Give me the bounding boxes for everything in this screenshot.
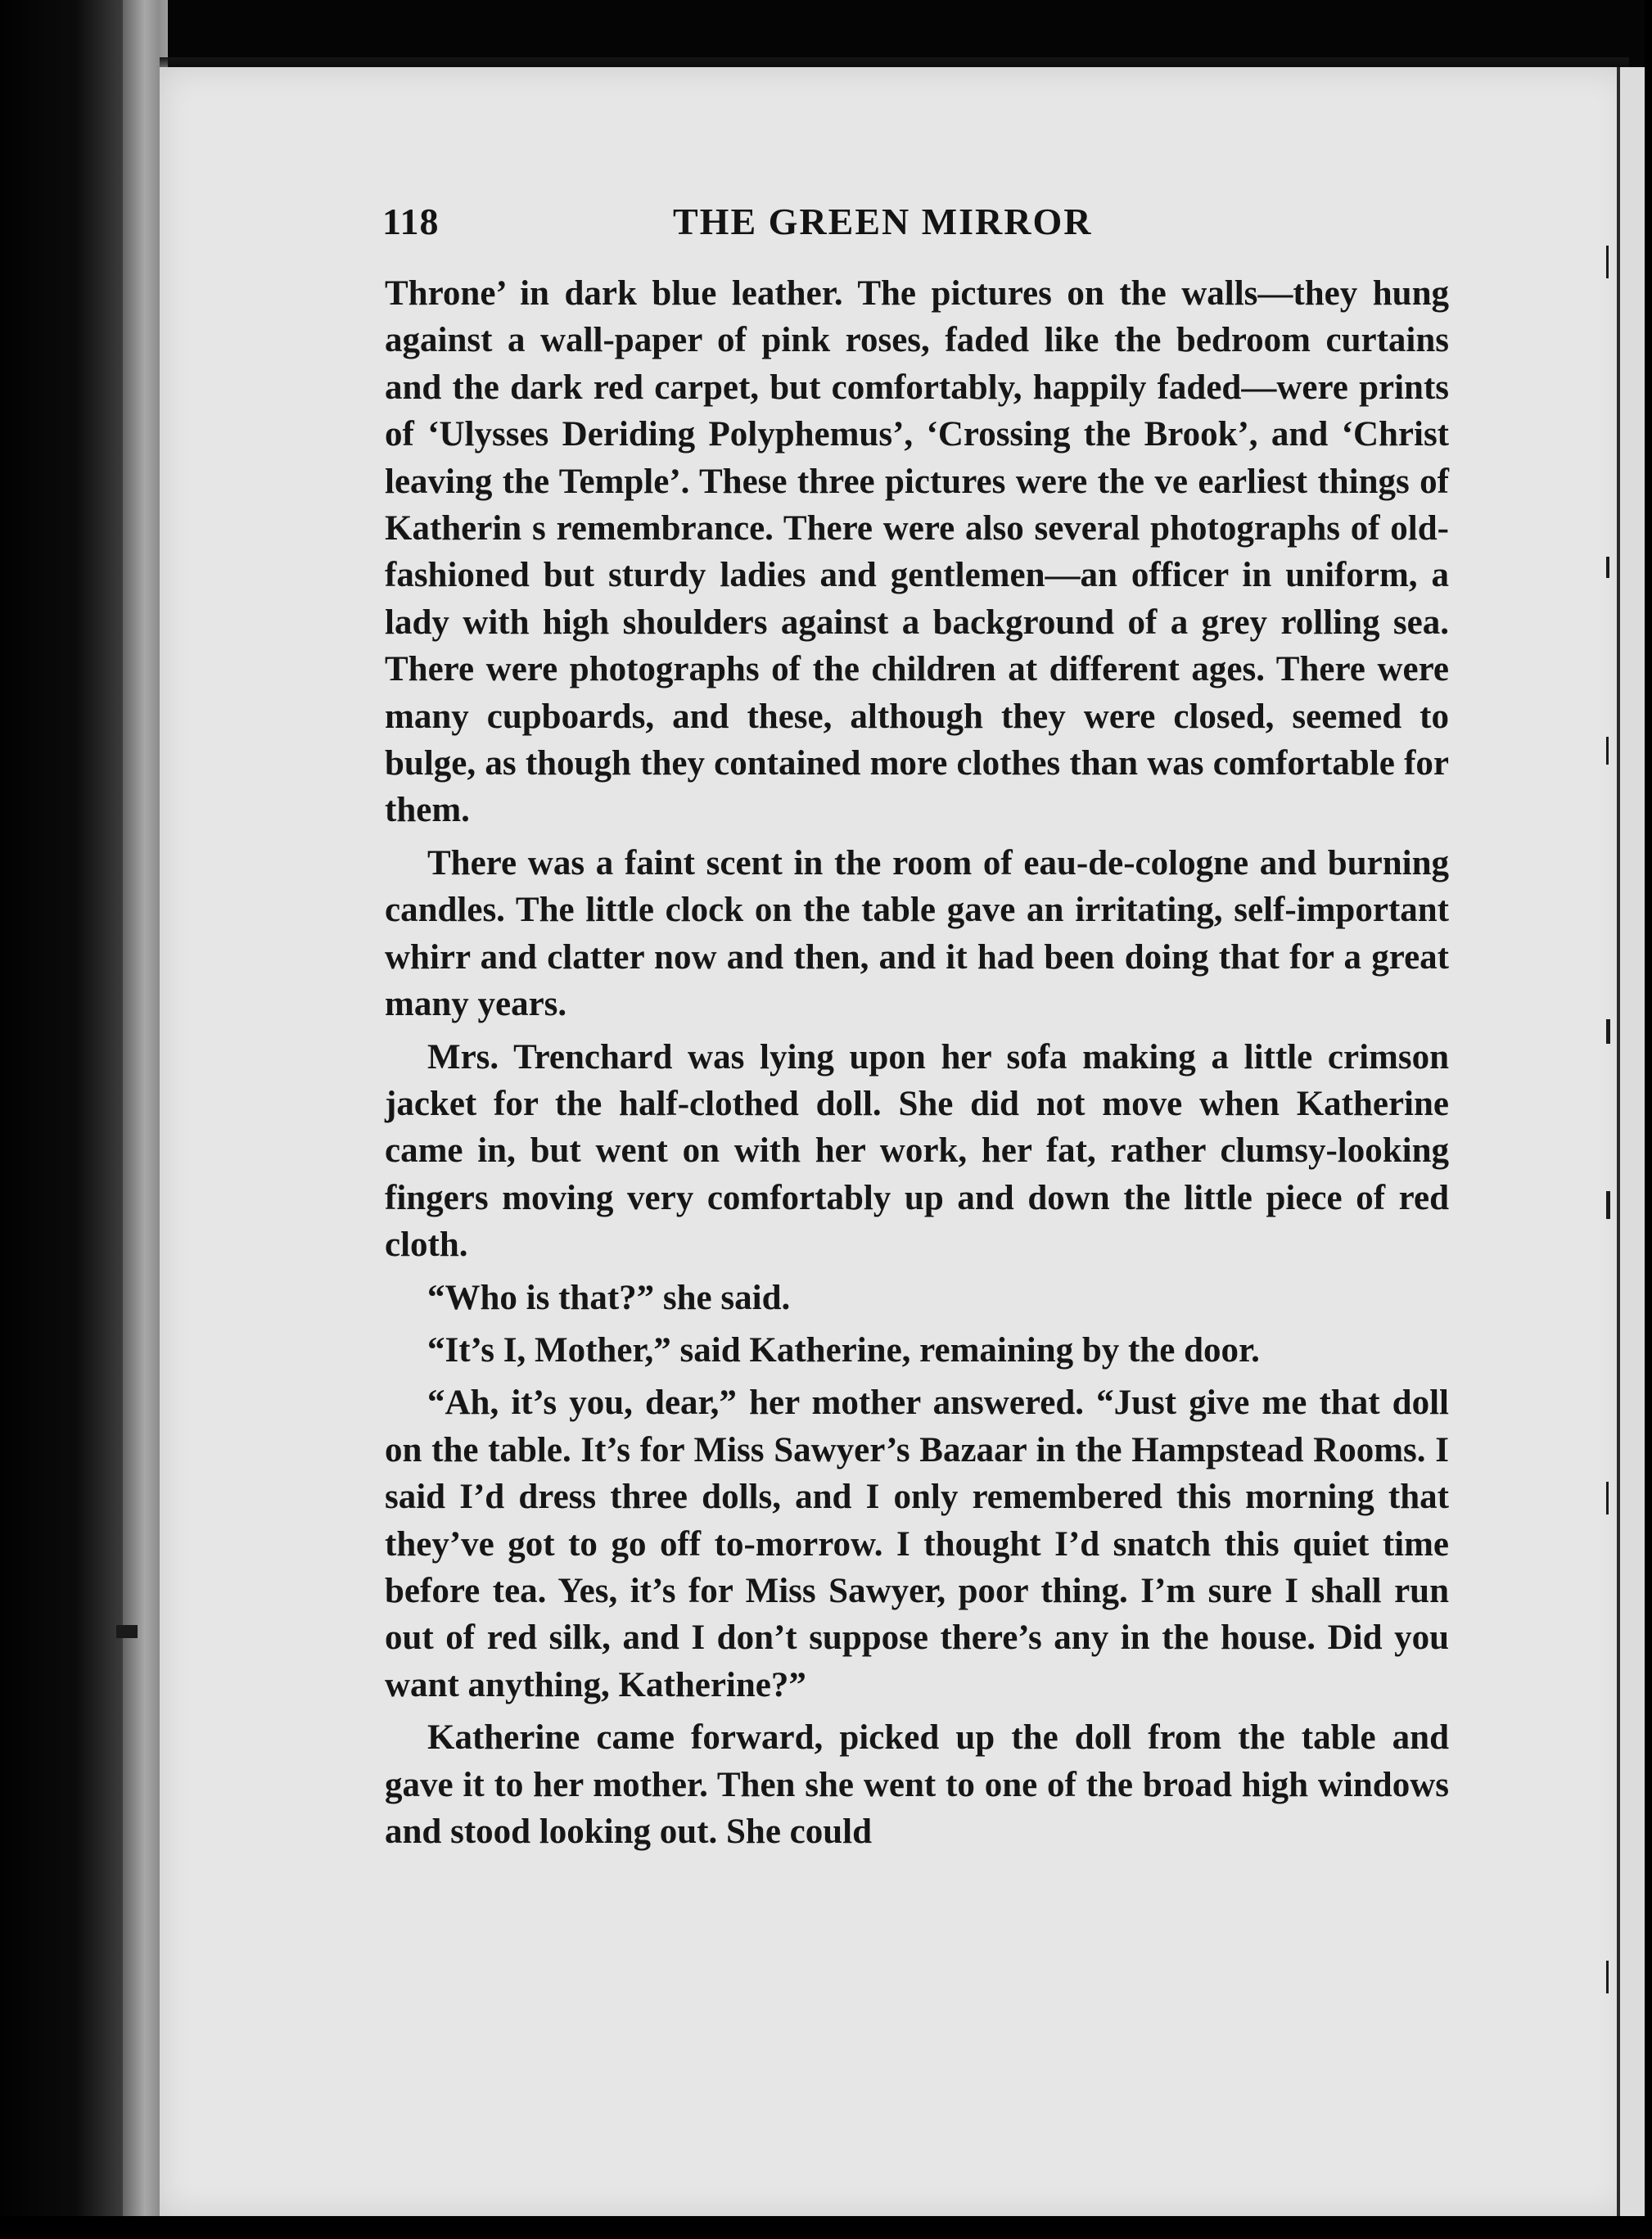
- bottom-border: [0, 2216, 1652, 2239]
- book-spine-shadow: [0, 0, 168, 2239]
- paragraph: Katherine came forward, picked up the doll from the table and gave it to her mother. Then she went to one of the broad high windows and stood looking out. She could: [385, 1718, 1449, 1851]
- paragraph: “Ah, it’s you, dear,” her mother answered. “Just give me that doll on the table. It’s for Miss Sawyer’s Bazaar in the Hampstead Rooms. I said I’d dress three dolls, and I only remembered this morning that they’ve got to go off to-morrow. I thought I’d snatch this quiet time before tea. Yes, it’s for Miss Sawyer, poor thing. I’m sure I shall run out of red silk, and I don’t suppose there’s any in the house. Did you want anything, Katherine?”: [385, 1384, 1449, 1704]
- scan-speck: [1606, 557, 1609, 578]
- scan-speck: [1606, 246, 1609, 278]
- next-page-edge: [1620, 67, 1645, 2216]
- scan-speck: [116, 1625, 138, 1638]
- scan-speck: [1606, 1482, 1609, 1514]
- page-header: [382, 200, 1463, 249]
- paragraph: Mrs. Trenchard was lying upon her sofa making a little crimson jacket for the half-clothed doll. She did not move when Katherine came in, but went on with her work, her fat, rather clumsy-looking fingers moving very comfortably up and down the little piece of red cloth.: [385, 1037, 1449, 1265]
- right-border: [1645, 0, 1652, 2239]
- paragraph: Throne’ in dark blue leather. The pictures on the walls—they hung against a wall-paper of pink roses, faded like the bedroom curtains and the dark red carpet, but comfortably, happily faded—were prints of ‘Ulysses Deriding Polyphemus’, ‘Crossing the Brook’, and ‘Christ leaving the Temple’. These three pictures were the ve earliest things of Katherin s remembrance. There were also several photographs of old-fashioned but sturdy ladies and gentlemen—an officer in uniform, a lady with high shoulders against a background of a grey rolling sea. There were photographs of the children at different ages. There were many cupboards, and these, although they were closed, seemed to bulge, as though they contained more clothes than was comfortable for them.: [385, 274, 1449, 830]
- paragraph: There was a faint scent in the room of eau-de-cologne and burning candles. The little clock on the table gave an irritating, self-important whirr and clatter now and then, and it had been doing that for a great many years.: [385, 843, 1449, 1024]
- paragraph: “Who is that?” she said.: [427, 1278, 791, 1317]
- paragraph: “It’s I, Mother,” said Katherine, remaining by the door.: [427, 1330, 1260, 1370]
- running-title: THE GREEN MIRROR: [673, 201, 1093, 242]
- scan-speck: [1606, 1019, 1610, 1044]
- page-stack-edge: [123, 0, 160, 2239]
- page-number: 118: [382, 201, 440, 242]
- scan-speck: [1606, 1191, 1610, 1219]
- scan-speck: [1606, 737, 1609, 765]
- scan-speck: [1606, 1961, 1609, 1993]
- body-text: [385, 270, 1449, 1861]
